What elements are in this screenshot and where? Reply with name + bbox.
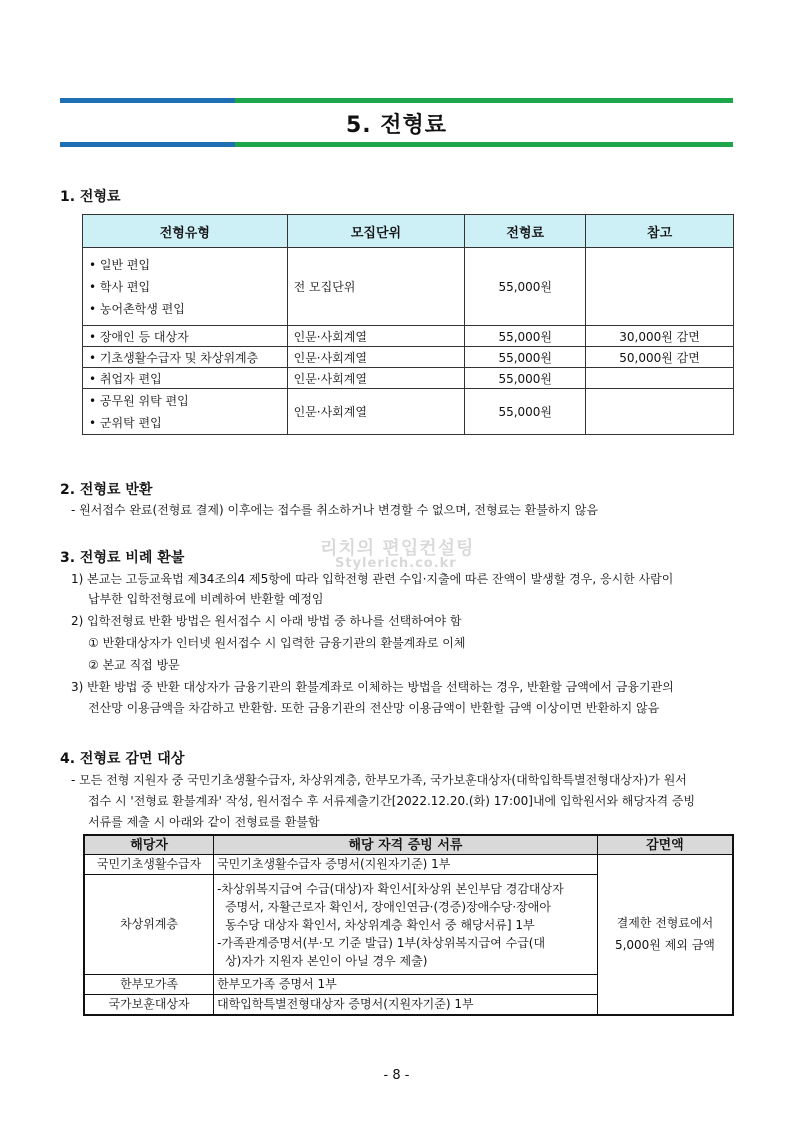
fee-cell: 55,000원 — [465, 248, 586, 326]
table-row — [83, 347, 734, 368]
type-label: • 농어촌학생 편입 — [89, 301, 185, 316]
note-cell — [586, 248, 734, 326]
fee-cell: 55,000원 — [465, 389, 586, 435]
discount-table — [83, 834, 734, 1016]
title-bottom-rule — [60, 142, 733, 147]
note-cell: 50,000원 감면 — [586, 347, 734, 368]
section4-line: - 모든 전형 지원자 중 국민기초생활수급자, 차상위계층, 한부모가족, 국가보훈대상자(대학입학특별전형대상자)가 원서 — [71, 773, 687, 787]
note-cell — [586, 368, 734, 389]
title-top-rule — [60, 98, 733, 103]
table-row — [83, 326, 734, 347]
page-title: 5. 전형료 — [345, 113, 448, 138]
header-type: 전형유형 — [83, 215, 288, 248]
section3-heading: 3. 전형료 비례 환불 — [60, 550, 185, 566]
discount-line: 5,000원 제외 금액 — [614, 938, 715, 953]
docs-cell: 국민기초생활수급자 증명서(지원자기준) 1부 — [214, 855, 598, 875]
type-label: • 일반 편입 — [89, 257, 151, 272]
fee-cell: 55,000원 — [465, 347, 586, 368]
header-who: 해당자 — [84, 835, 214, 855]
who-cell: 한부모가족 — [84, 975, 214, 995]
section1-heading: 1. 전형료 — [60, 189, 121, 205]
discount-cell — [597, 855, 733, 1015]
header-note: 참고 — [586, 215, 734, 248]
header-docs: 해당 자격 증빙 서류 — [214, 835, 598, 855]
section3-line: 2) 입학전형료 반환 방법은 원서접수 시 아래 방법 중 하나를 선택하여야 함 — [71, 614, 462, 628]
fee-table-header — [83, 215, 734, 248]
table-row — [84, 855, 733, 875]
table-row — [83, 248, 734, 326]
type-label: • 취업자 편입 — [83, 368, 288, 389]
unit-cell: 인문·사회계열 — [287, 368, 465, 389]
page-number: - 8 - — [383, 1068, 410, 1083]
table-row — [83, 389, 734, 435]
section3-line: ② 본교 직접 방문 — [88, 658, 180, 672]
type-label: • 공무원 위탁 편입 — [89, 393, 189, 408]
docs-cell — [214, 875, 598, 975]
who-cell: 국민기초생활수급자 — [84, 855, 214, 875]
watermark-url: Stylerich.co.kr — [335, 556, 457, 571]
docs-line: -가족관계증명서(부·모 기준 발급) 1부(차상위복지급여 수급(대 — [217, 935, 546, 950]
section4-line: 접수 시 '전형료 환불계좌' 작성, 원서접수 후 서류제출기간[2022.12.20.(화) 17:00]내에 입학원서와 해당자격 증빙 — [88, 794, 696, 808]
section3-line: 3) 반환 방법 중 반환 대상자가 금융기관의 환불계좌로 이체하는 방법을 선택하는 경우, 반환할 금액에서 금융기관의 — [71, 680, 674, 694]
fee-table — [82, 214, 734, 435]
note-cell: 30,000원 감면 — [586, 326, 734, 347]
section3-line: ① 반환대상자가 인터넷 원서접수 시 입력한 금융기관의 환불계좌로 이체 — [88, 636, 466, 650]
section2-text: - 원서접수 완료(전형료 결제) 이후에는 접수를 취소하거나 변경할 수 없으며, 전형료는 환불하지 않음 — [71, 503, 598, 517]
section4-line: 서류를 제출 시 아래와 같이 전형료를 환불함 — [88, 815, 320, 829]
unit-cell: 인문·사회계열 — [287, 326, 465, 347]
watermark: 리치의 편입컨설팅 — [320, 538, 475, 559]
docs-line: -차상위복지급여 수급(대상)자 확인서[차상위 본인부담 경감대상자 — [217, 881, 564, 896]
type-label: • 장애인 등 대상자 — [83, 326, 288, 347]
discount-table-header — [84, 835, 733, 855]
section3-line: 전산망 이용금액을 차감하고 반환함. 또한 금융기관의 전산망 이용금액이 반환할 금액 이상이면 반환하지 않음 — [88, 701, 660, 715]
docs-cell: 한부모가족 증명서 1부 — [214, 975, 598, 995]
header-discount: 감면액 — [597, 835, 733, 855]
type-label: • 학사 편입 — [89, 279, 151, 294]
section3-line: 납부한 입학전형료에 비례하여 반환할 예정임 — [88, 592, 324, 606]
note-cell — [586, 389, 734, 435]
section4-heading: 4. 전형료 감면 대상 — [60, 751, 185, 767]
discount-line: 결제한 전형료에서 — [616, 916, 714, 931]
who-cell: 국가보훈대상자 — [84, 995, 214, 1015]
docs-line: 동수당 대상자 확인서, 차상위계층 확인서 중 해당서류] 1부 — [225, 917, 535, 932]
who-cell: 차상위계층 — [84, 875, 214, 975]
fee-cell: 55,000원 — [465, 326, 586, 347]
docs-line: 상)자가 지원자 본인이 아닐 경우 제출) — [225, 953, 428, 968]
unit-cell: 전 모집단위 — [287, 248, 465, 326]
fee-cell: 55,000원 — [465, 368, 586, 389]
type-label: • 군위탁 편입 — [89, 415, 162, 430]
unit-cell: 인문·사회계열 — [287, 389, 465, 435]
section2-heading: 2. 전형료 반환 — [60, 482, 153, 498]
docs-line: 증명서, 자활근로자 확인서, 장애인연금·(경증)장애수당·장애아 — [225, 899, 551, 914]
header-unit: 모집단위 — [287, 215, 465, 248]
header-fee: 전형료 — [465, 215, 586, 248]
table-row — [83, 368, 734, 389]
docs-cell: 대학입학특별전형대상자 증명서(지원자기준) 1부 — [214, 995, 598, 1015]
type-label: • 기초생활수급자 및 차상위계층 — [83, 347, 288, 368]
section3-line: 1) 본교는 고등교육법 제34조의4 제5항에 따라 입학전형 관련 수입·지출에 따른 잔액이 발생할 경우, 응시한 사람이 — [71, 572, 674, 586]
unit-cell: 인문·사회계열 — [287, 347, 465, 368]
